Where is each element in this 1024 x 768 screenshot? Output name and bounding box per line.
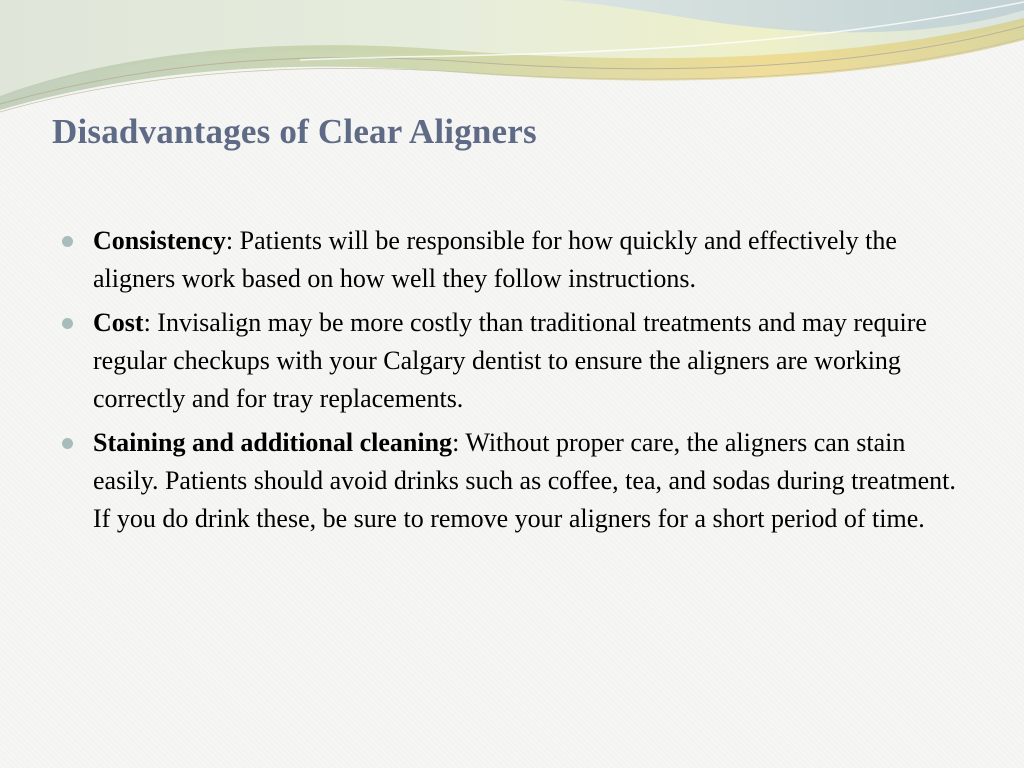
header-wave-decoration [0, 0, 1024, 120]
bullet-item-cost [62, 304, 962, 418]
bullet-text: : Invisalign may be more costly than traditional treatments and may require regular checkups with your Calgary dentist to ensure the aligners are working correctly and for tray replacements. [93, 308, 927, 413]
bullet-dot-icon [62, 438, 73, 449]
bullet-term: Consistency [93, 226, 226, 255]
bullet-dot-icon [62, 236, 73, 247]
bullet-dot-icon [62, 318, 73, 329]
bullet-item-staining [62, 424, 962, 538]
bullet-term: Cost [93, 308, 144, 337]
bullet-text: : Without proper care, the aligners can stain easily. Patients should avoid drinks such as coffee, tea, and sodas during treatment. If you do drink these, be sure to remove your aligners for a short period of time. [93, 428, 956, 533]
bullet-item-consistency [62, 222, 962, 298]
bullet-text: : Patients will be responsible for how quickly and effectively the aligners work based on how well they follow instructions. [93, 226, 897, 293]
slide-title: Disadvantages of Clear Aligners [52, 112, 537, 151]
bullet-list [62, 222, 962, 544]
bullet-term: Staining and additional cleaning [93, 428, 453, 457]
